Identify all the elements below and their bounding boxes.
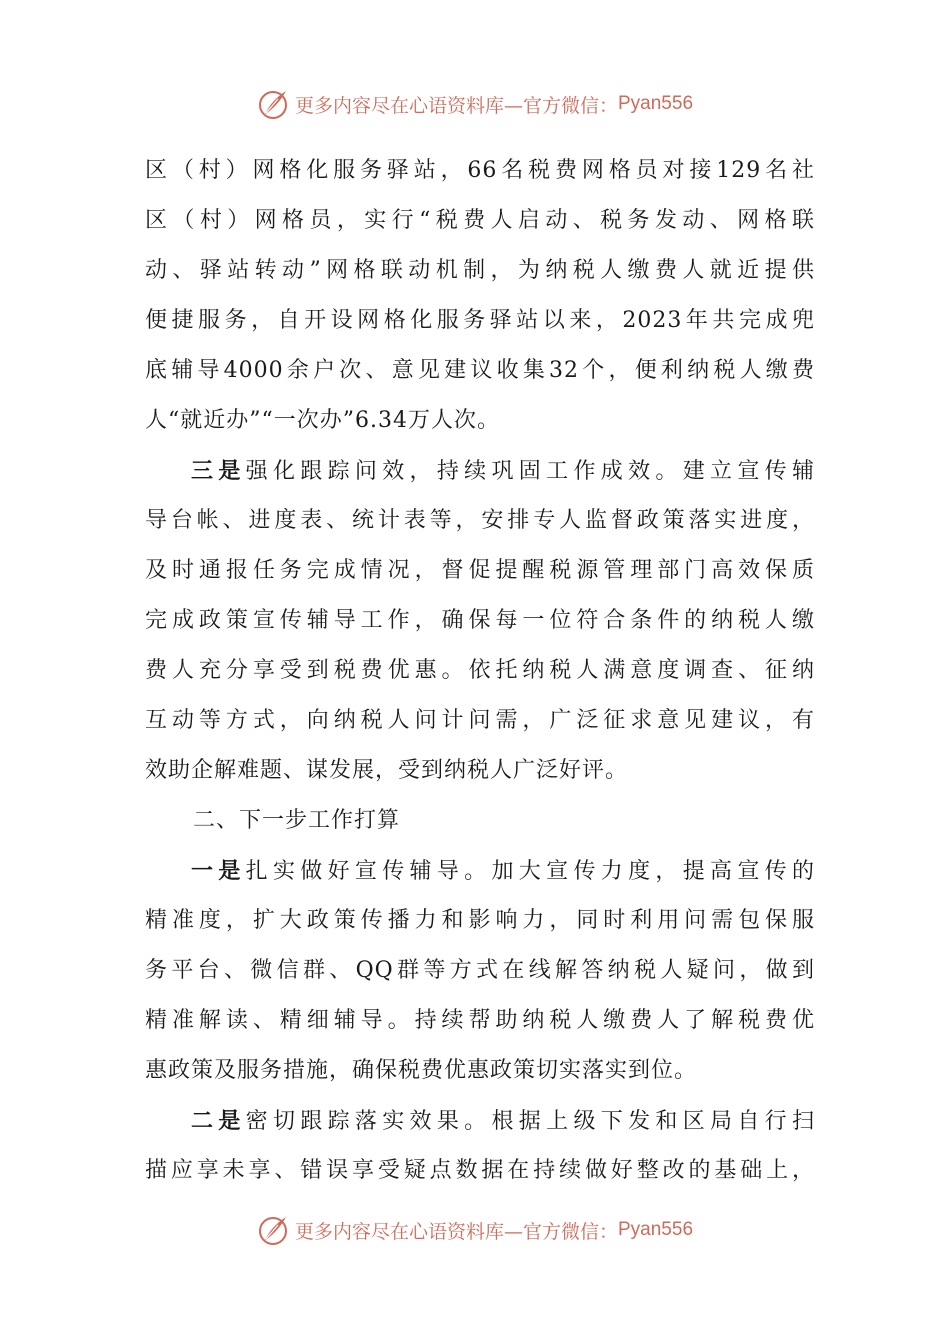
wechat-id: Pyan556	[618, 93, 694, 114]
paragraph-text: 密切跟踪落实效果。根据上级下发和区局自行扫	[245, 1109, 815, 1134]
paragraph-first-line	[145, 1096, 815, 1146]
section-heading: 二、下一步工作打算	[193, 808, 401, 833]
body-line: 导台帐、进度表、统计表等，安排专人监督政策落实进度，	[145, 508, 815, 533]
paragraph-lead: 三是	[191, 458, 246, 484]
quill-pen-logo-icon	[257, 88, 289, 120]
paragraph-text: 强化跟踪问效，持续巩固工作成效。建立宣传辅	[245, 459, 815, 484]
footer-banner	[0, 1210, 950, 1250]
paragraph-text: 扎实做好宣传辅导。加大宣传力度，提高宣传的	[245, 859, 815, 884]
body-line: 描应享未享、错误享受疑点数据在持续做好整改的基础上，	[145, 1158, 815, 1183]
body-line: 精准度，扩大政策传播力和影响力，同时利用问需包保服	[145, 908, 815, 933]
body-line: 区（村）网格化服务驿站，66名税费网格员对接129名社	[145, 158, 815, 183]
quill-pen-logo-icon	[257, 1214, 289, 1246]
body-line: 便捷服务，自开设网格化服务驿站以来，2023年共完成兜	[145, 308, 815, 333]
paragraph-first-line	[145, 446, 815, 496]
body-line: 完成政策宣传辅导工作，确保每一位符合条件的纳税人缴	[145, 608, 815, 633]
body-line: 效助企解难题、谋发展，受到纳税人广泛好评。	[145, 758, 629, 783]
body-line: 人“就近办”“一次办”6.34万人次。	[145, 408, 500, 433]
document-body	[145, 146, 815, 1196]
wechat-id: Pyan556	[618, 1219, 694, 1240]
body-line: 互动等方式，向纳税人问计问需，广泛征求意见建议，有	[145, 708, 815, 733]
banner-text: 更多内容尽在心语资料库—官方微信：	[294, 94, 618, 117]
header-banner	[0, 84, 950, 124]
banner-text: 更多内容尽在心语资料库—官方微信：	[294, 1220, 618, 1243]
body-line: 务平台、微信群、QQ群等方式在线解答纳税人疑问，做到	[145, 958, 815, 983]
paragraph-first-line	[145, 846, 815, 896]
paragraph-lead: 二是	[191, 1108, 246, 1134]
body-line: 底辅导4000余户次、意见建议收集32个，便利纳税人缴费	[145, 358, 815, 383]
body-line: 及时通报任务完成情况，督促提醒税源管理部门高效保质	[145, 558, 815, 583]
body-line: 惠政策及服务措施，确保税费优惠政策切实落实到位。	[145, 1058, 698, 1083]
body-line: 动、驿站转动”网格联动机制，为纳税人缴费人就近提供	[145, 258, 815, 283]
body-line: 费人充分享受到税费优惠。依托纳税人满意度调查、征纳	[145, 658, 815, 683]
body-line: 区（村）网格员，实行“税费人启动、税务发动、网格联	[145, 208, 815, 233]
body-line: 精准解读、精细辅导。持续帮助纳税人缴费人了解税费优	[145, 1008, 815, 1033]
paragraph-lead: 一是	[191, 858, 246, 884]
